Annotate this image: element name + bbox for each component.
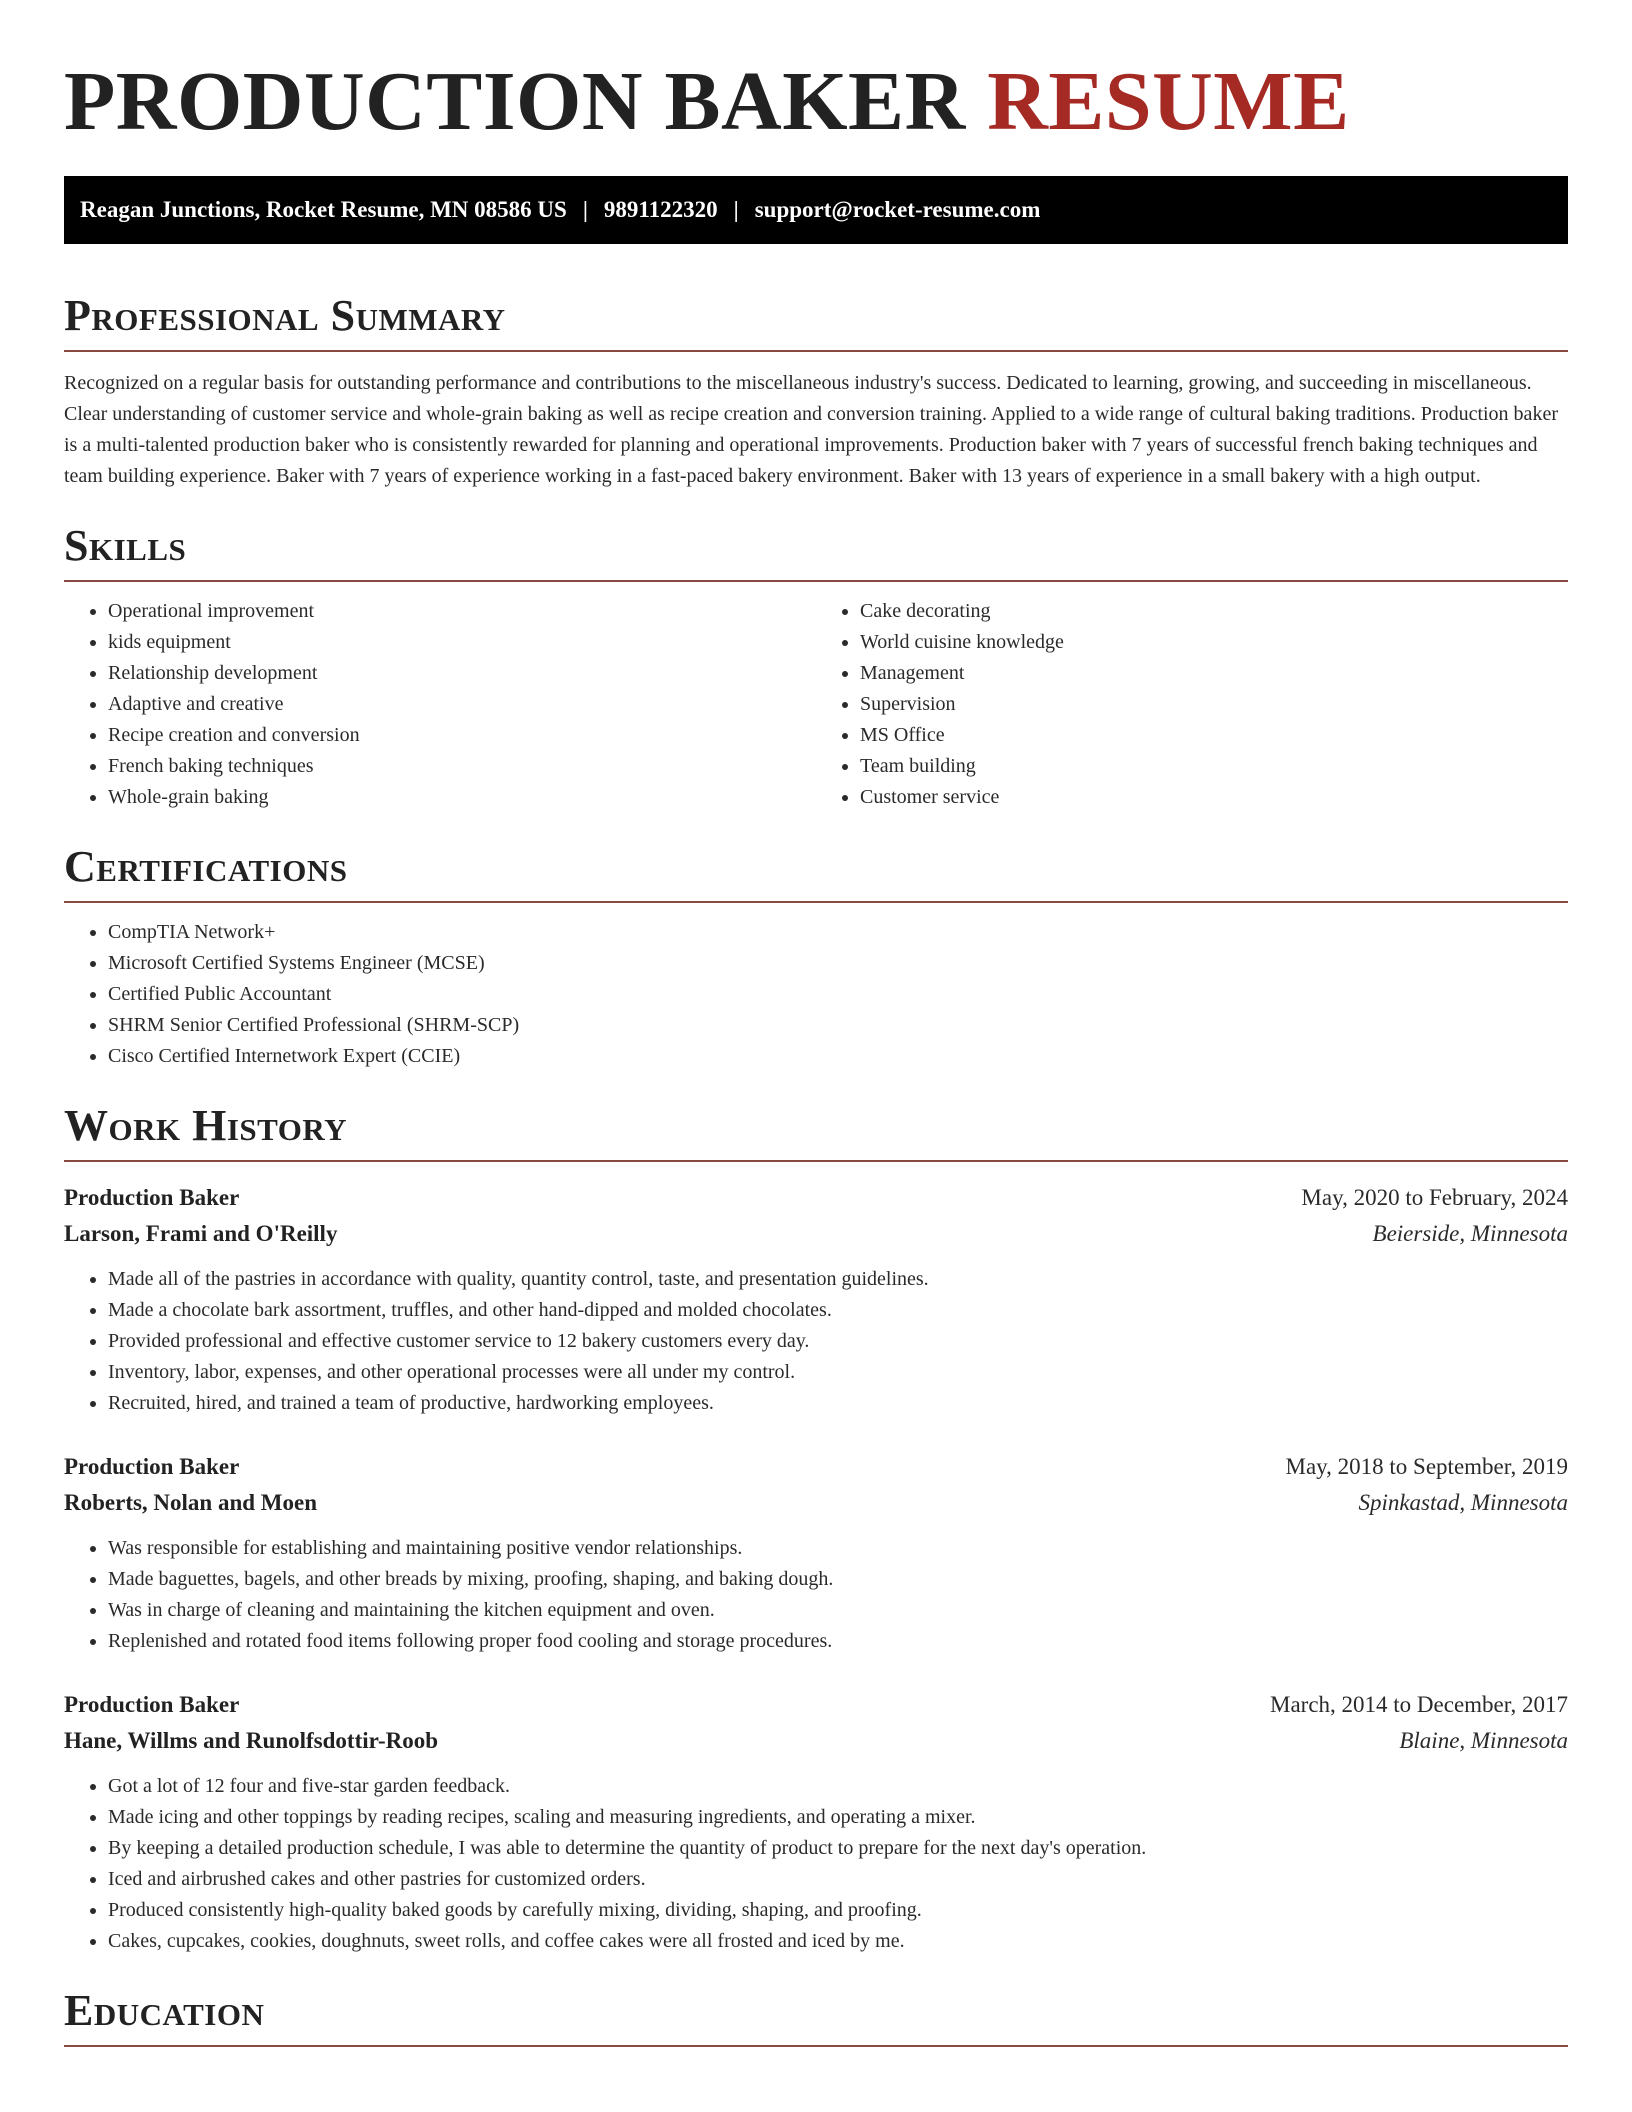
skill-item: • kids equipment [108,627,816,658]
skills-heading: Skills [64,521,187,570]
skill-item: • World cuisine knowledge [860,627,1568,658]
job-duties-list [64,1771,1568,1957]
skills-list-left [64,596,816,813]
job-duty: • Got a lot of 12 four and five-star garden feedback. [108,1771,1568,1802]
job-dates: March, 2014 to December, 2017 [1270,1692,1568,1717]
job-location: Spinkastad, Minnesota [1358,1490,1568,1515]
job-dates: May, 2018 to September, 2019 [1285,1454,1568,1479]
job-entry [64,1449,1568,1657]
skills-list-right [816,596,1568,813]
job-entry [64,1687,1568,1957]
certification-item: • Cisco Certified Internetwork Expert (CCIE) [108,1041,1568,1072]
summary-text: Recognized on a regular basis for outstanding performance and contributions to the miscellaneous industry's success. Dedicated to learning, growing, and succeeding in miscellaneous. Clear understanding of customer service and whole-grain baking as well as recipe creation and conversion training. Applied to a wide range of cultural baking traditions. Production baker is a multi-talented production baker who is consistently rewarded for planning and operational improvements. Production baker with 7 years of successful french baking techniques and team building experience. Baker with 7 years of experience working in a fast-paced bakery environment. Baker with 13 years of experience in a small bakery with a high output. [64,372,1558,487]
job-duty: • Iced and airbrushed cakes and other pastries for customized orders. [108,1864,1568,1895]
certifications-section [64,841,1568,1072]
section-divider [64,350,1568,352]
contact-separator: | [582,197,588,222]
skills-grid [64,582,1568,813]
certifications-list [64,917,1568,1072]
job-company: Larson, Frami and O'Reilly [64,1221,338,1246]
work-history-section [64,1100,1568,1957]
summary-heading: Professional Summary [64,291,506,340]
job-location: Beierside, Minnesota [1372,1221,1568,1246]
skill-item: • Operational improvement [108,596,816,627]
skill-item: • MS Office [860,720,1568,751]
job-company: Roberts, Nolan and Moen [64,1490,318,1515]
job-header-row [64,1180,1568,1216]
job-header-row [64,1687,1568,1723]
education-heading: Education [64,1986,265,2035]
job-title: Production Baker [64,1454,240,1479]
certification-item: • Microsoft Certified Systems Engineer (MCSE) [108,948,1568,979]
section-divider [64,1160,1568,1162]
job-title: Production Baker [64,1692,240,1717]
skill-item: • Adaptive and creative [108,689,816,720]
job-duty: • Cakes, cupcakes, cookies, doughnuts, sweet rolls, and coffee cakes were all frosted and iced by me. [108,1926,1568,1957]
work-history-heading: Work History [64,1101,348,1150]
summary-section [64,290,1568,492]
job-duty: • Was in charge of cleaning and maintaining the kitchen equipment and oven. [108,1595,1568,1626]
job-duty: • Replenished and rotated food items following proper food cooling and storage procedures. [108,1626,1568,1657]
skill-item: • Cake decorating [860,596,1568,627]
job-dates: May, 2020 to February, 2024 [1301,1185,1568,1210]
certification-item: • CompTIA Network+ [108,917,1568,948]
job-duties-list [64,1533,1568,1657]
job-location: Blaine, Minnesota [1399,1728,1568,1753]
job-company-row [64,1723,1568,1759]
job-duty: • Made icing and other toppings by reading recipes, scaling and measuring ingredients, and operating a mixer. [108,1802,1568,1833]
contact-separator: | [733,197,739,222]
contact-phone: 9891122320 [603,197,718,222]
title-main: PRODUCTION BAKER [64,55,966,148]
skill-item: • French baking techniques [108,751,816,782]
job-company-row [64,1485,1568,1521]
section-divider [64,2045,1568,2047]
job-duty: • Made a chocolate bark assortment, truffles, and other hand-dipped and molded chocolates. [108,1295,1568,1326]
job-duties-list [64,1264,1568,1419]
job-header-row [64,1449,1568,1485]
job-duty: • Produced consistently high-quality baked goods by carefully mixing, dividing, shaping, and proofing. [108,1895,1568,1926]
job-title: Production Baker [64,1185,240,1210]
job-duty: • Was responsible for establishing and maintaining positive vendor relationships. [108,1533,1568,1564]
skill-item: • Recipe creation and conversion [108,720,816,751]
skill-item: • Team building [860,751,1568,782]
skills-section [64,520,1568,813]
job-duty: • By keeping a detailed production schedule, I was able to determine the quantity of product to prepare for the next day's operation. [108,1833,1568,1864]
skill-item: • Supervision [860,689,1568,720]
certification-item: • Certified Public Accountant [108,979,1568,1010]
contact-address: Reagan Junctions, Rocket Resume, MN 08586 US [80,197,567,222]
contact-bar [64,176,1568,244]
skill-item: • Management [860,658,1568,689]
skill-item: • Customer service [860,782,1568,813]
page-title [64,0,1568,146]
job-duty: • Made baguettes, bagels, and other breads by mixing, proofing, shaping, and baking dough. [108,1564,1568,1595]
job-company: Hane, Willms and Runolfsdottir-Roob [64,1728,439,1753]
job-duty: • Inventory, labor, expenses, and other operational processes were all under my control. [108,1357,1568,1388]
job-duty: • Provided professional and effective customer service to 12 bakery customers every day. [108,1326,1568,1357]
title-accent: RESUME [987,55,1350,148]
certification-item: • SHRM Senior Certified Professional (SHRM-SCP) [108,1010,1568,1041]
section-divider [64,901,1568,903]
certifications-heading: Certifications [64,842,348,891]
job-duty: • Made all of the pastries in accordance with quality, quantity control, taste, and presentation guidelines. [108,1264,1568,1295]
skill-item: • Relationship development [108,658,816,689]
skill-item: • Whole-grain baking [108,782,816,813]
job-company-row [64,1216,1568,1252]
job-duty: • Recruited, hired, and trained a team of productive, hardworking employees. [108,1388,1568,1419]
contact-email: support@rocket-resume.com [754,197,1041,222]
job-entry [64,1180,1568,1419]
education-section [64,1985,1568,2047]
